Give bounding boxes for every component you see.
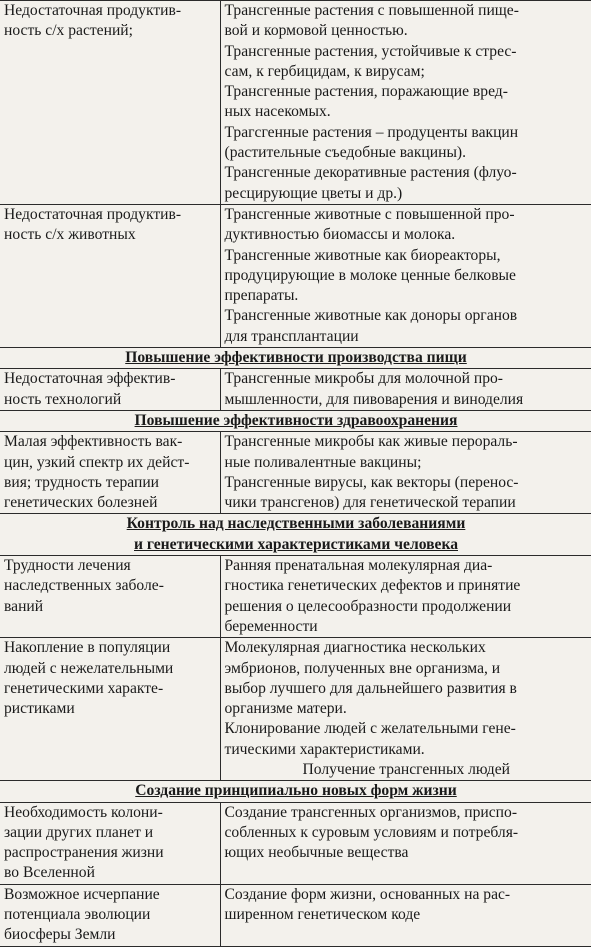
table-row	[0, 432, 591, 514]
section-header-row	[0, 410, 591, 431]
problem-cell	[0, 204, 220, 347]
table-body	[0, 1, 591, 947]
problem-cell	[0, 802, 220, 884]
solution-item	[225, 246, 589, 307]
text-line: препараты.	[224, 287, 299, 305]
section-header-row	[0, 348, 591, 369]
text-line: Создание принципиально новых форм жизни	[135, 782, 457, 800]
section-header-row	[0, 781, 591, 802]
problem-cell	[0, 556, 220, 638]
table-row	[0, 884, 591, 946]
solution-item	[225, 82, 589, 123]
text-line: ность технологий	[4, 390, 122, 408]
solution-cell	[220, 432, 591, 514]
text-line: Повышение эффективности здравоохранения	[134, 411, 458, 429]
text-line: и генетическими характеристиками человека	[134, 535, 458, 553]
text-line: Накопление в популяции	[4, 639, 171, 657]
table-row	[0, 556, 591, 638]
text-line: людей с нежелательными	[4, 659, 174, 677]
text-line: вия; трудность терапии	[4, 473, 160, 491]
text-line: чики трансгенов) для генетической терапии	[224, 494, 516, 512]
solution-item	[225, 719, 589, 760]
solution-item	[225, 885, 589, 926]
solution-cell	[220, 369, 591, 411]
section-header-row	[0, 514, 591, 556]
table-row	[0, 638, 591, 781]
text-line: Недостаточная продуктив-	[4, 2, 182, 19]
text-line: потенциала эволюции	[4, 906, 151, 924]
text-line: Создание форм жизни, основанных на рас-	[224, 885, 511, 903]
text-line: сам, к гербицидам, к вирусам;	[224, 62, 425, 80]
text-line: Контроль над наследственными заболеваниями	[126, 515, 466, 533]
problem-cell	[0, 432, 220, 514]
table-row	[0, 204, 591, 347]
solution-item	[225, 638, 589, 719]
problem-cell	[0, 638, 220, 781]
text-line: ных насекомых.	[224, 103, 331, 121]
text-line: Трансгенные растения с повышенной пище-	[224, 2, 519, 19]
text-line: Трансгенные декоративные растения (флуо-	[224, 164, 517, 182]
text-line: Трагсгенные растения – продуценты вакцин	[224, 123, 519, 141]
problem-cell	[0, 884, 220, 946]
section-heading	[0, 781, 591, 802]
solution-item	[225, 163, 589, 204]
text-line: (растительные съедобные вакцины).	[224, 144, 467, 162]
text-line: для трансплантации	[224, 327, 359, 345]
solution-item	[225, 123, 589, 164]
table-row	[0, 1, 591, 205]
text-line: ные поливалентные вакцины;	[224, 453, 422, 471]
text-line: биосферы Земли	[4, 926, 116, 944]
text-line: Клонирование людей с желательными гене-	[224, 720, 516, 738]
solution-item	[225, 803, 589, 864]
table-row	[0, 802, 591, 884]
text-line: Возможное исчерпание	[4, 885, 160, 903]
solution-cell	[220, 802, 591, 884]
text-line: Необходимость колони-	[4, 803, 163, 821]
text-line: Молекулярная диагностика нескольких	[224, 639, 486, 657]
text-line: гностика генетических дефектов и принятие	[224, 577, 521, 595]
text-line: решения о целесообразности продолжении	[224, 597, 512, 615]
text-line: во Вселенной	[4, 864, 95, 882]
solution-item	[225, 432, 589, 473]
text-line: Трансгенные микробы как живые перораль-	[224, 433, 518, 451]
text-line: Трудности лечения	[4, 557, 131, 575]
text-line: дуктивностью биомассы и молока.	[224, 226, 456, 244]
solution-item	[225, 1, 589, 42]
text-line: наследственных заболе-	[4, 577, 164, 595]
solution-cell	[220, 1, 591, 205]
solution-item	[225, 473, 589, 514]
text-line: Трансгенные животные с повышенной про-	[224, 205, 515, 223]
text-line: ющих необычные вещества	[224, 844, 409, 862]
text-line: ристиками	[4, 700, 75, 718]
text-line: мышленности, для пивоварения и виноделия	[224, 390, 524, 408]
text-line: организме матери.	[224, 700, 347, 718]
text-line: зации других планет и	[4, 823, 154, 841]
text-line: распространения жизни	[4, 844, 164, 862]
text-line: Недостаточная эффектив-	[4, 370, 176, 388]
text-line: эмбрионов, полученных вне организма, и	[224, 659, 501, 677]
text-line: Повышение эффективности производства пищи	[125, 349, 467, 367]
text-line: Трансгенные вирусы, как векторы (перенос-	[224, 473, 519, 491]
section-heading	[0, 514, 591, 556]
problem-cell	[0, 1, 220, 205]
solution-cell	[220, 556, 591, 638]
text-line: собленных к суровым условиям и потребля-	[224, 823, 519, 841]
text-line: беременности	[224, 617, 318, 635]
text-line: Малая эффективность вак-	[4, 433, 183, 451]
text-line: Трансгенные растения, устойчивые к стрес-	[224, 42, 517, 60]
text-line: Недостаточная продуктив-	[4, 205, 182, 223]
text-line: Трансгенные животные как биореакторы,	[224, 246, 501, 264]
section-heading	[0, 410, 591, 431]
text-line: ность с/х животных	[4, 226, 136, 244]
text-line: вой и кормовой ценностью.	[224, 22, 408, 40]
text-line: генетическими характе-	[4, 679, 164, 697]
solution-item	[225, 556, 589, 637]
table-row	[0, 369, 591, 411]
solution-item	[225, 760, 589, 780]
text-line: Трансгенные животные как доноры органов	[224, 307, 518, 325]
problem-cell	[0, 369, 220, 411]
text-line: тическими характеристиками.	[224, 740, 425, 758]
solution-cell	[220, 204, 591, 347]
section-heading	[0, 348, 591, 369]
text-line: Ранняя пренатальная молекулярная диа-	[224, 557, 493, 575]
text-line: ресцирующие цветы и др.)	[224, 184, 403, 202]
text-line: Создание трансгенных организмов, приспо-	[224, 803, 518, 821]
text-line: Трансгенные растения, поражающие вред-	[224, 83, 508, 101]
text-line: выбор лучшего для дальнейшего развития в	[224, 679, 517, 697]
text-line: генетических болезней	[4, 494, 158, 512]
text-line: цин, узкий спектр их дейст-	[4, 453, 190, 471]
solution-cell	[220, 638, 591, 781]
text-line: продуцирующие в молоке ценные белковые	[224, 266, 516, 284]
text-line: Получение трансгенных людей	[302, 760, 510, 778]
solution-item	[225, 369, 589, 410]
solution-item	[225, 42, 589, 83]
text-line: ность с/х растений;	[4, 22, 133, 40]
text-line: Трансгенные микробы для молочной про-	[224, 370, 503, 388]
solution-cell	[220, 884, 591, 946]
solution-item	[225, 205, 589, 246]
text-line: ширенном генетическом коде	[224, 906, 421, 924]
solution-item	[225, 306, 589, 347]
text-line: ваний	[4, 597, 44, 615]
